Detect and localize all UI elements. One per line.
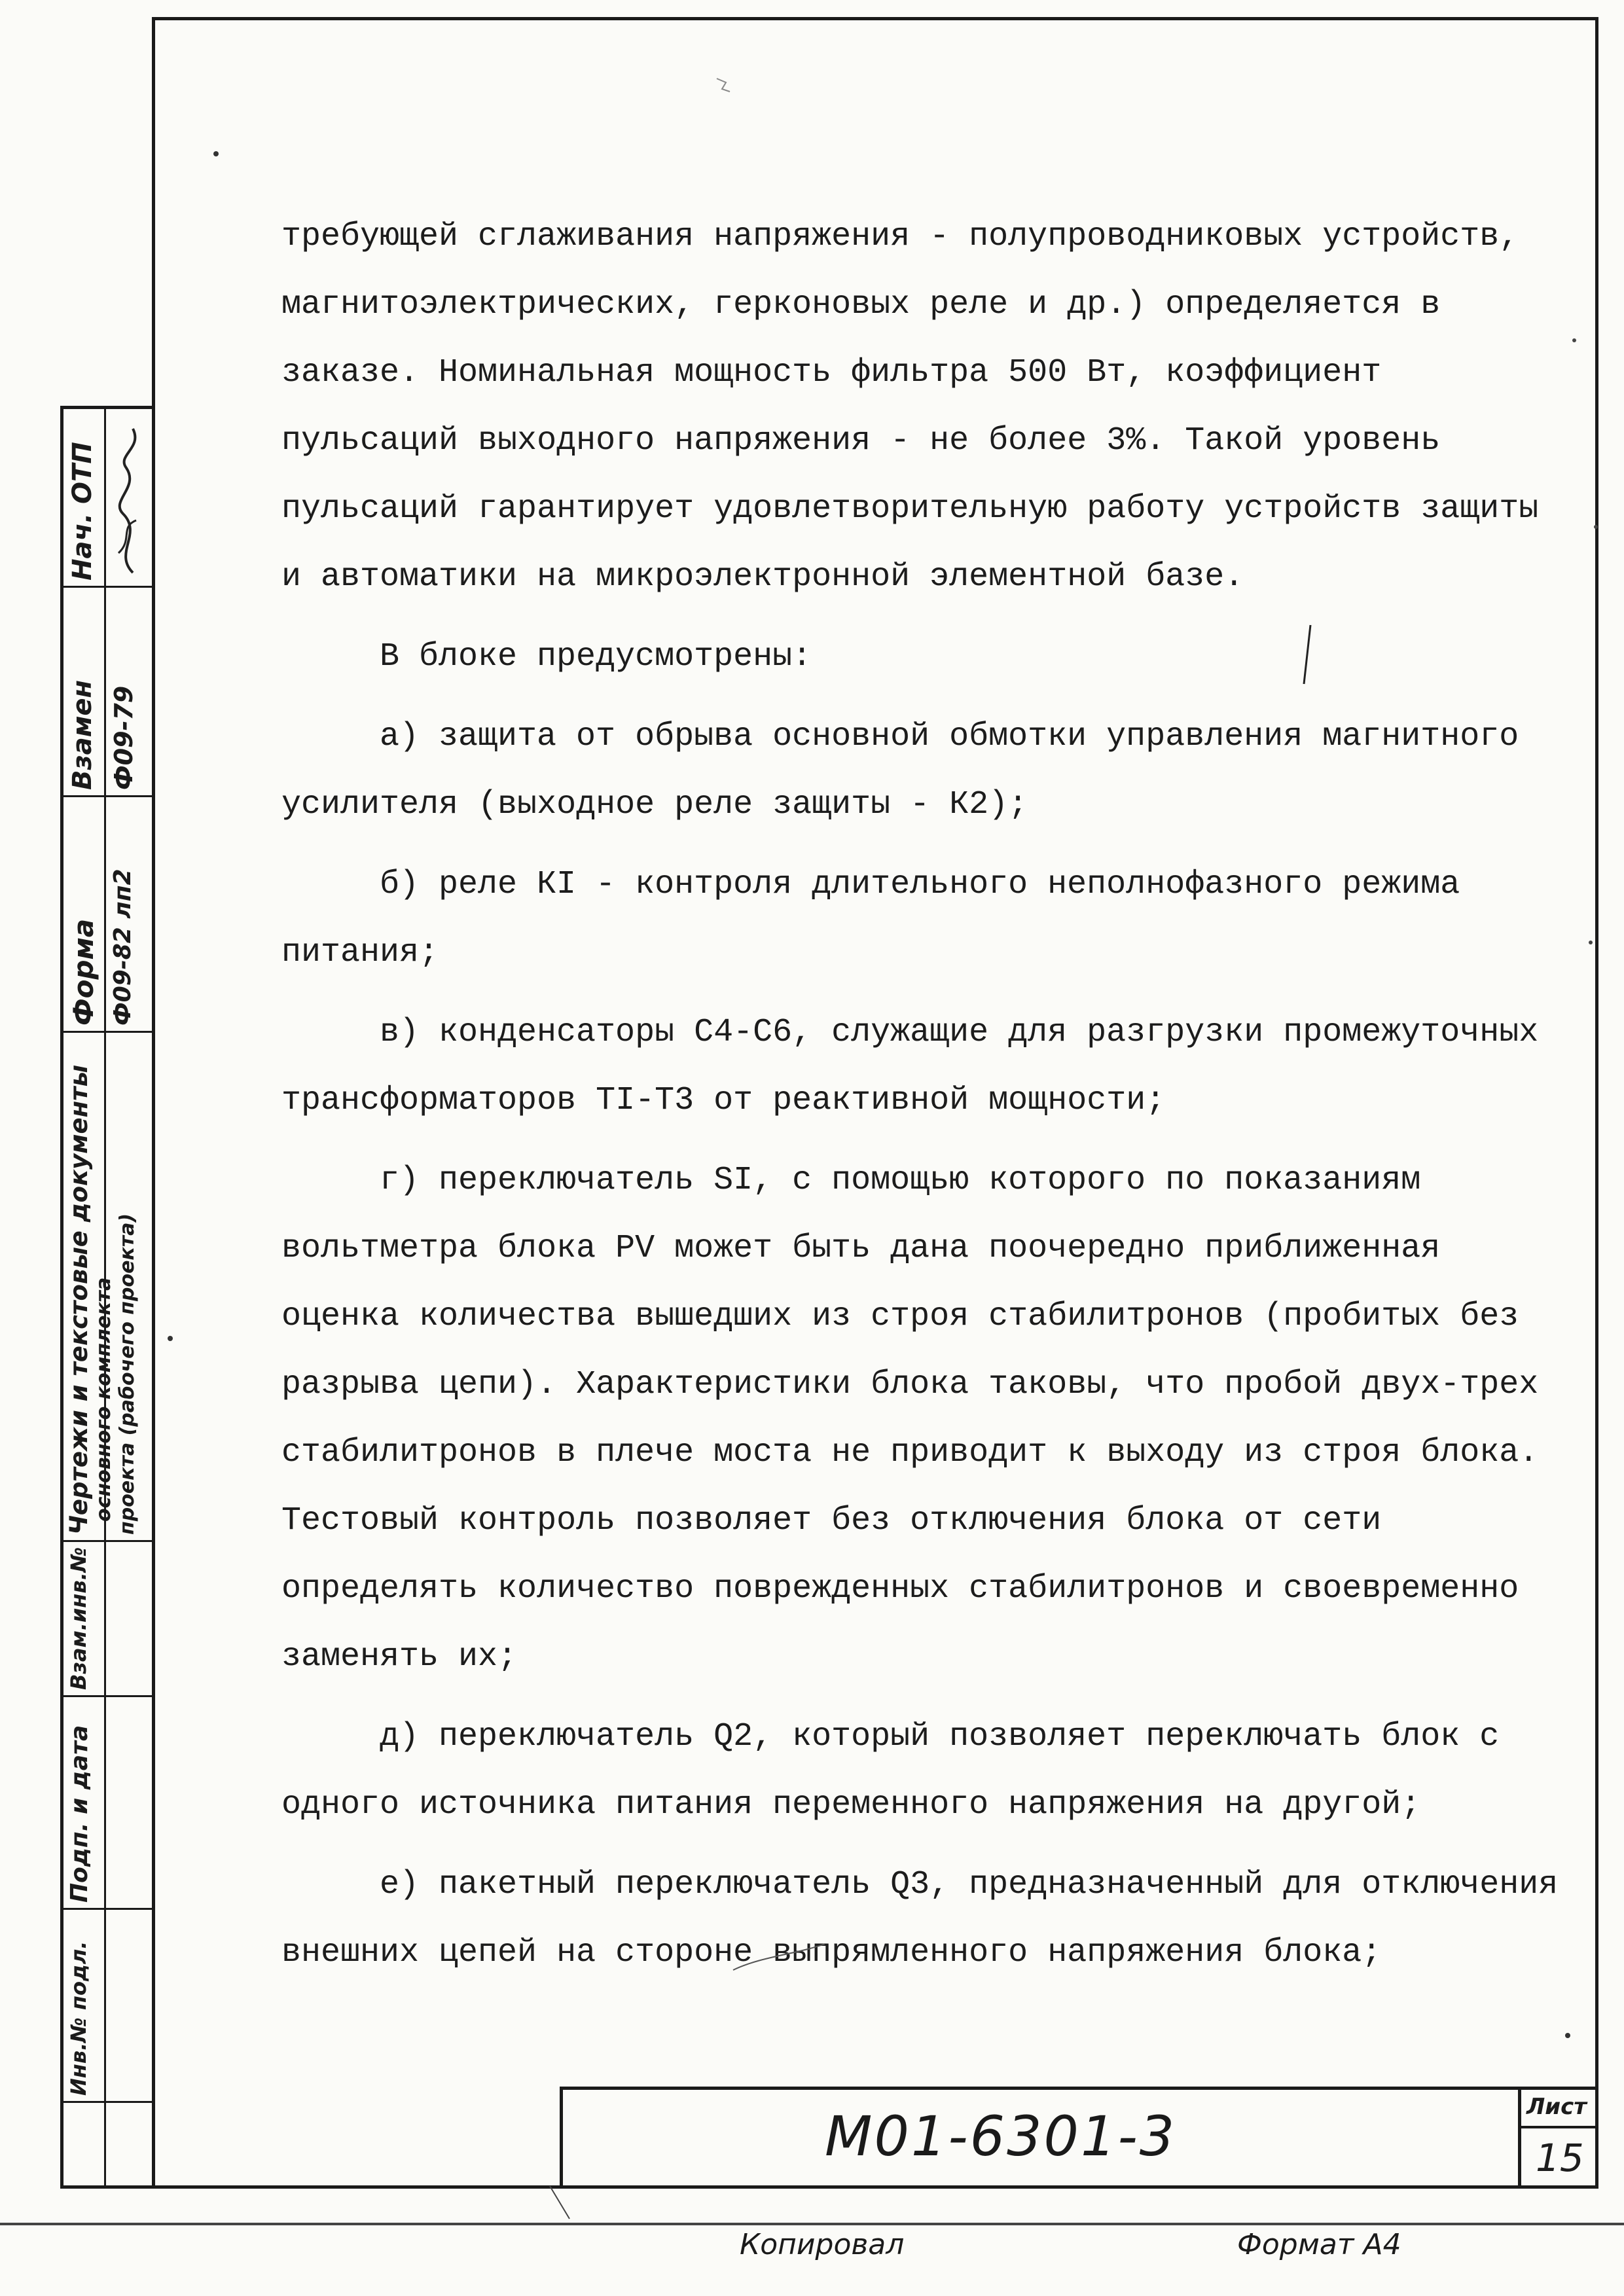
nach-otp-label: Нач. ОТП	[67, 442, 98, 581]
title-block	[560, 2087, 1598, 2189]
page-bottom-line	[0, 2223, 1624, 2225]
vzamen-label: Взамен	[67, 679, 98, 790]
list-item-d: д) переключатель Q2, который позволяет переключать блок с одного источника питания переменного напряжения на другой;	[281, 1718, 1500, 1823]
sheet-number: 15	[1536, 2136, 1584, 2180]
list-item-b: б) реле КI - контроля длительного неполнофазного режима питания;	[281, 866, 1460, 971]
project-label: проекта (рабочего проекта)	[116, 1213, 139, 1535]
signature-mark	[107, 422, 150, 579]
document-body	[281, 203, 1578, 1987]
paragraph-intro: требующей сглаживания напряжения - полупроводниковых устройств, магнитоэлектрических, герконовых реле и др.) определяется в заказе. Номинальная мощность фильтра 500 Вт, коэффициент пульсаций выходного напряжения - не более 3%. Такой уровень пульсаций гарантирует удовлетворительную работу устройств защиты и автоматики на микроэлектронной элементной базе.	[281, 218, 1539, 596]
drawings-label: Чертежи и текстовые документы	[65, 1064, 93, 1535]
paragraph-list-heading: В блоке предусмотрены:	[380, 638, 812, 675]
main-set-label: основного комплекта	[92, 1277, 115, 1522]
format-label: Формат А4	[1237, 2228, 1401, 2261]
list-item-e: е) пакетный переключатель Q3, предназначенный для отключения внешних цепей на стороне выпрямленного напряжения блока;	[281, 1866, 1559, 1971]
vzam-inv-label: Взам.инв.№	[66, 1547, 91, 1690]
side-stamp	[60, 406, 152, 2189]
forma-value: Ф09-82 лп2	[109, 869, 136, 1026]
sheet-box	[1518, 2090, 1598, 2189]
sheet-label: Лист	[1526, 2094, 1587, 2120]
copied-by-label: Копировал	[740, 2228, 905, 2261]
list-item-v: в) конденсаторы С4-С6, служащие для разгрузки промежуточных трансформаторов ТI-Т3 от реактивной мощности;	[281, 1014, 1539, 1119]
podp-data-label: Подп. и дата	[66, 1725, 93, 1903]
vzamen-value: Ф09-79	[109, 685, 138, 790]
list-item-a: а) защита от обрыва основной обмотки управления магнитного усилителя (выходное реле защиты - К2);	[281, 718, 1519, 823]
forma-label: Форма	[67, 918, 99, 1026]
list-item-g: г) переключатель SI, с помощью которого по показаниям вольтметра блока РV может быть дана поочередно приближенная оценка количества вышедших из строя стабилитронов (пробитых без разрыва цепи). Характеристики блока таковы, что пробой двух-трех стабилитронов в плече моста не приводит к выходу из строя блока. Тестовый контроль позволяет без отключения блока от сети определять количество поврежденных стабилитронов и своевременно заменять их;	[281, 1162, 1539, 1676]
document-code: М01-6301-3	[825, 2104, 1177, 2168]
inv-podl-label: Инв.№ подл.	[66, 1941, 91, 2096]
